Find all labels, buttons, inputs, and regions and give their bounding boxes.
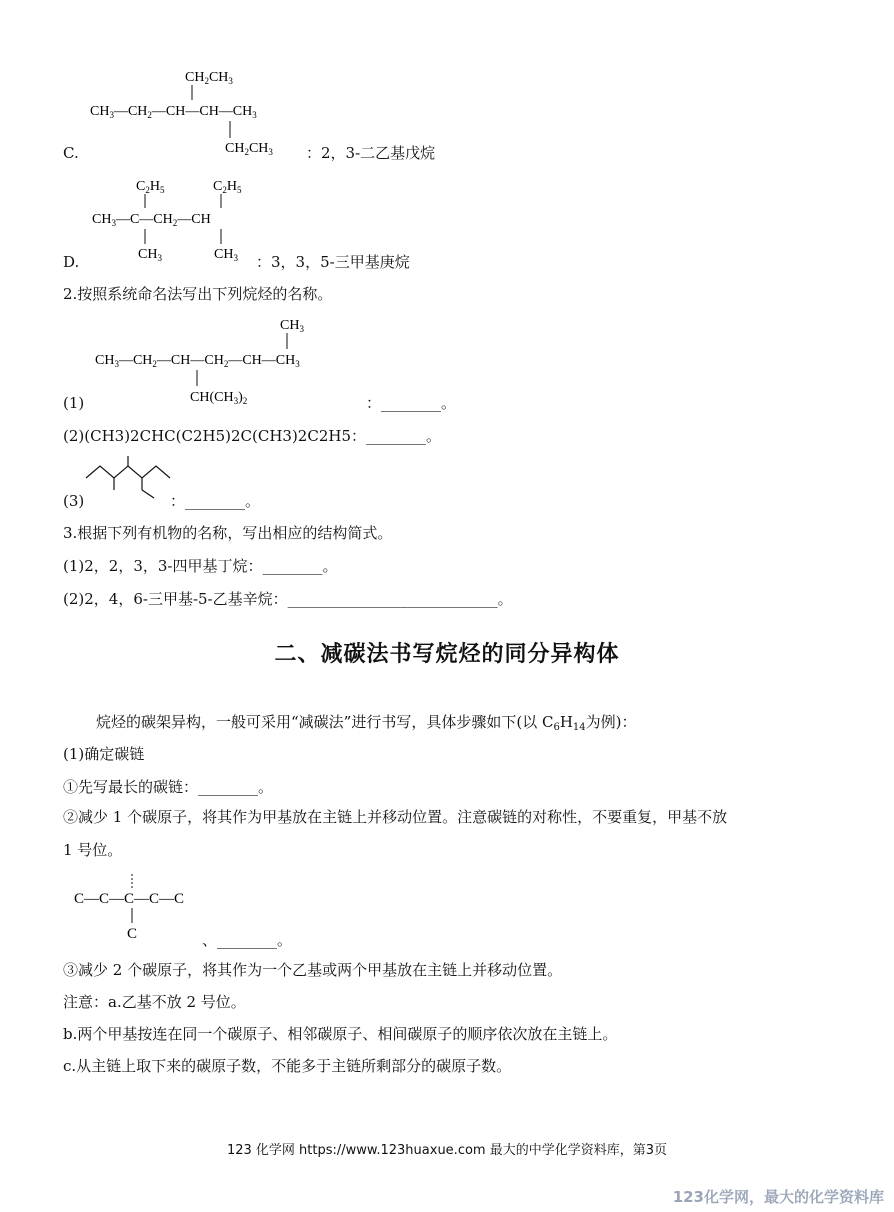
q2-1-main-chain: $CH_3—CH_2—CH—CH_2—CH—CH_3$ [95,353,300,369]
q2-1-top-methyl: $CH_3$ [280,318,304,334]
q2-1-label: (1) [63,394,85,412]
page-footer: 123 化学网 https://www.123huaxue.com 最大的中学化学资料库，第3页 [226,1143,667,1158]
option-c-label: C. [63,144,79,162]
d-top2: $C_2H_5$ [213,179,242,195]
note-a: 注意：a.乙基不放 2 号位。 [63,993,246,1011]
option-d-answer: ：3，3，5-三甲基庚烷 [256,253,410,271]
c-top-ethyl: $CH_2CH_3$ [185,70,233,86]
step1-s3: ③减少 2 个碳原子，将其作为一个乙基或两个甲基放在主链上并移动位置。 [63,961,563,979]
watermark: 123化学网，最大的化学资料库 [672,1188,884,1206]
q2-3-answer-blank[interactable]: ：________。 [170,492,261,510]
step1-s2-line1: ②减少 1 个碳原子，将其作为甲基放在主链上并移动位置。注意碳链的对称性，不要重复，甲基不放 [63,808,728,826]
structure-q2-1 [90,313,380,413]
note-c: c.从主链上取下来的碳原子数，不能多于主链所剩部分的碳原子数。 [63,1057,512,1075]
d-bottom2: $CH_3$ [214,247,238,263]
carbon-chain-diagram [70,868,200,943]
c-main-chain: $CH_3—CH_2—CH—CH—CH_3$ [90,104,257,120]
q3-2: (2)2，4，6-三甲基-5-乙基辛烷：____________________________。 [63,590,513,608]
q3-stem: 3.根据下列有机物的名称，写出相应的结构简式。 [63,524,393,542]
chain-branch: C [127,926,138,942]
step1-s2-answer-blank[interactable]: 、________。 [202,931,293,949]
chain-main: C—C—C—C—C [74,891,185,907]
section-intro: 烷烃的碳架异构，一般可采用“减碳法”进行书写，具体步骤如下(以 $C_6H_{14}$为例)： [96,713,637,733]
structure-c [85,60,325,160]
option-d-label: D. [63,253,80,271]
c-bottom-ethyl: $CH_2CH_3$ [225,141,273,157]
q3-1: (1)2，2，3，3-四甲基丁烷：________。 [63,557,338,575]
d-main-chain: $CH_3—C—CH_2—CH$ [92,212,211,228]
step1-heading: (1)确定碳链 [63,745,145,763]
q2-3-label: (3) [63,492,85,510]
q2-stem: 2.按照系统命名法写出下列烷烃的名称。 [63,285,333,303]
q2-2-formula: (2)(CH3)2CHC(C2H5)2C(CH3)2C2H5：________。 [63,427,441,445]
option-c-answer: ：2，3-二乙基戊烷 [306,144,436,162]
structure-d [88,168,268,268]
d-top1: $C_2H_5$ [136,179,165,195]
q2-1-answer-blank[interactable]: ：________。 [366,394,457,412]
q2-1-bottom-isopropyl: $CH(CH_3)_2$ [190,390,248,406]
step1-s2-line2: 1 号位。 [63,841,123,859]
section-title: 二、减碳法书写烷烃的同分异构体 [274,641,620,667]
d-bottom1: $CH_3$ [138,247,162,263]
step1-s1: ①先写最长的碳链：________。 [63,778,274,796]
structure-q2-3-skeletal [84,452,174,500]
note-b: b.两个甲基按连在同一个碳原子、相邻碳原子、相间碳原子的顺序依次放在主链上。 [63,1025,618,1043]
